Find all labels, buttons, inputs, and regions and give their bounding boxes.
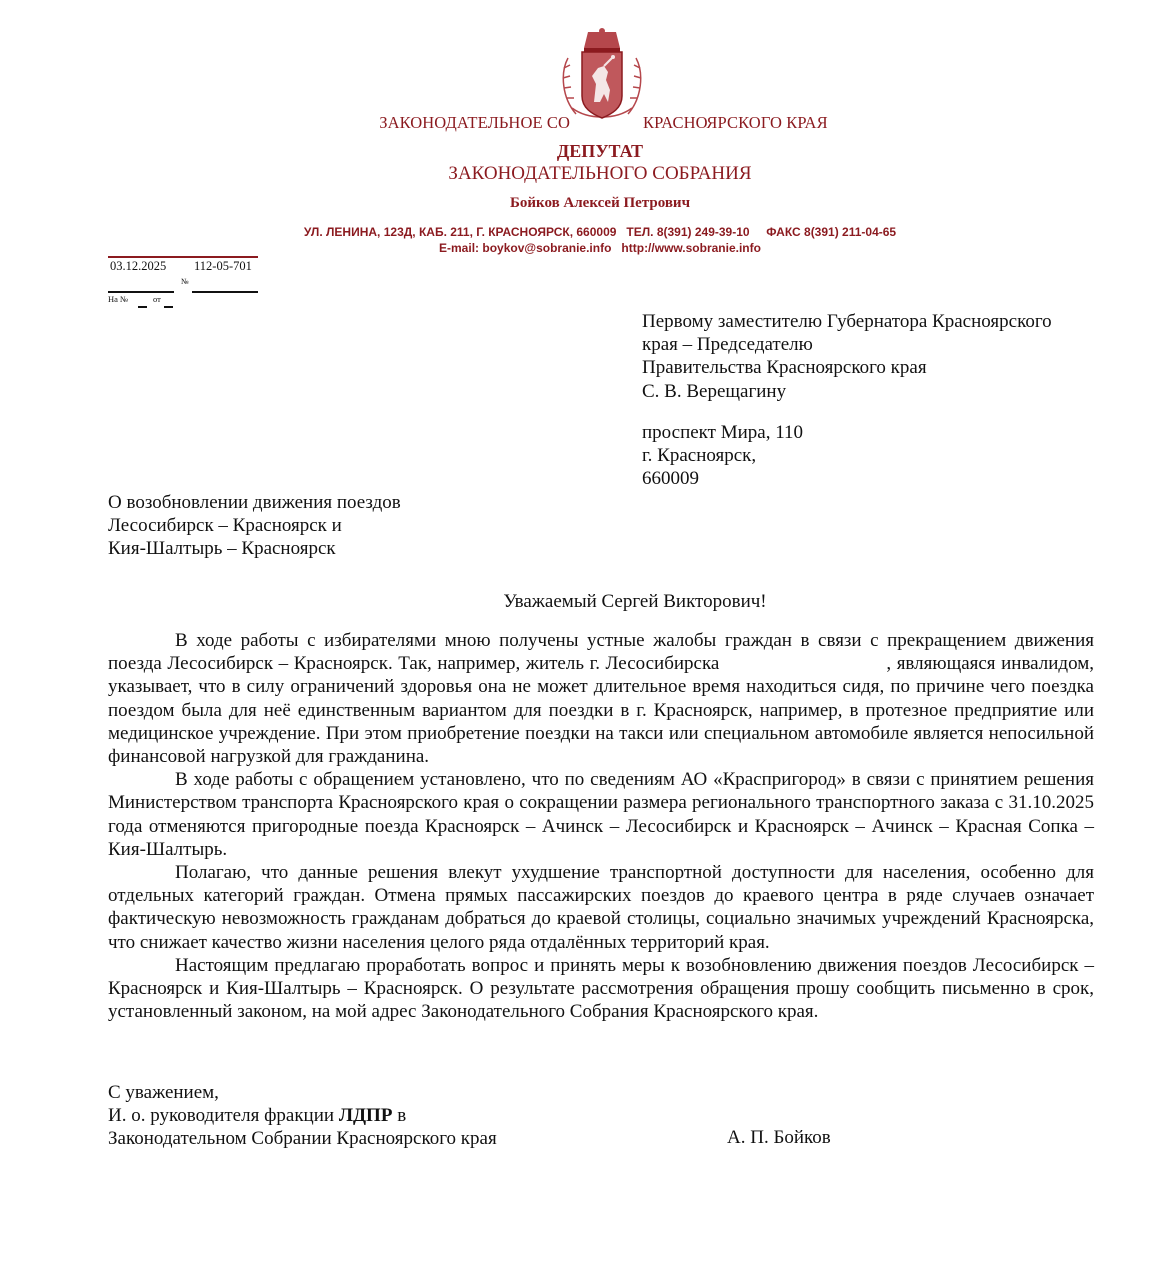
- body-paragraph: В ходе работы с избирателями мною получены устные жалобы граждан в связи с прекращением движения поезда Лесосибирск – Красноярск. Так, например, житель г. Лесосибирска , являющаяся инвалидом, указывает, что в силу ограничений здоровья она не может длительное время находиться сидя, по причине чего поездка поездом была для неё единственным вариантом для поездки в г. Красноярск, например, в протезное предприятие или медицинское учреждение. При этом приобретение поездки на такси или специальном автомобиле является непосильной финансовой нагрузкой для гражданина.: [108, 630, 1099, 768]
- body-paragraph: В ходе работы с обращением установлено, что по сведениям АО «Краспригород» в связи с принятием решения Министерством транспорта Красноярского края о сокращении размера регионального транспортного заказа с 31.10.2025 года отменяются пригородные поезда Красноярск – Ачинск – Лесосибирск и Красноярск – Ачинск – Красная Сопка – Кия-Шалтырь.: [108, 769, 1094, 860]
- greeting: Уважаемый Сергей Викторович!: [503, 591, 767, 612]
- address-line: УЛ. ЛЕНИНА, 123Д, КАБ. 211, Г. КРАСНОЯРСК, 660009 ТЕЛ. 8(391) 249-39-10 ФАКС 8(391) 211-04-65: [303, 225, 897, 239]
- address-postcode: 660009: [642, 468, 699, 490]
- registration-divider: [108, 256, 258, 258]
- number-underline: [192, 291, 258, 293]
- reference-date-blank: [164, 306, 173, 308]
- subject-line: Кия-Шалтырь – Красноярск: [108, 538, 336, 560]
- body-paragraph: Полагаю, что данные решения влекут ухудшение транспортной доступности для населения, особенно для отдельных категорий граждан. Отмена прямых пассажирских поездов до краевого центра в ряде случаев означает фактическую невозможность гражданам добраться до краевой столицы, социально значимых учреждений Красноярска, что снижает качество жизни населения целого ряда отдалённых территорий края.: [108, 862, 1094, 953]
- outgoing-date: 03.12.2025: [110, 259, 167, 273]
- assembly-title: ЗАКОНОДАТЕЛЬНОГО СОБРАНИЯ: [448, 163, 752, 184]
- reference-number-label: На №: [108, 294, 129, 304]
- organization-name-right: КРАСНОЯРСКОГО КРАЯ: [643, 113, 828, 132]
- address-city: г. Красноярск,: [642, 445, 757, 467]
- party-name: ЛДПР: [338, 1105, 393, 1127]
- addressee-line: Первому заместителю Губернатора Красноярского: [642, 311, 1052, 332]
- address-street: проспект Мира, 110: [642, 422, 803, 443]
- letter-subject: [108, 491, 401, 561]
- signer-position: [108, 1104, 497, 1127]
- addressee-block: [642, 310, 1052, 403]
- closing-salutation: С уважением,: [108, 1082, 219, 1103]
- organization-name-left: ЗАКОНОДАТЕЛЬНОЕ СО: [379, 113, 570, 132]
- letter-body: [108, 629, 1099, 1023]
- reference-date-label: от: [153, 294, 161, 304]
- contact-info: [0, 224, 1150, 256]
- signer-organization: Законодательном Собрании Красноярского края: [108, 1128, 497, 1150]
- deputy-name: Бойков Алексей Петрович: [509, 195, 691, 211]
- subject-line: Лесосибирск – Красноярск и: [108, 515, 342, 537]
- body-paragraph: Настоящим предлагаю проработать вопрос и принять меры к возобновлению движения поездов Лесосибирск – Красноярск и Кия-Шалтырь – Красноярск. О результате рассмотрения обращения прошу сообщить письменно в срок, установленный законом, на мой адрес Законодательного Собрания Красноярского края.: [108, 954, 1094, 1023]
- closing-block: [108, 1081, 497, 1151]
- number-sign: №: [181, 277, 189, 286]
- addressee-line: С. В. Верещагину: [642, 380, 787, 402]
- subject-line: О возобновлении движения поездов: [108, 492, 401, 513]
- addressee-line: края – Председателю: [642, 334, 813, 356]
- addressee-line: Правительства Красноярского края: [642, 357, 927, 379]
- deputy-title: ДЕПУТАТ: [556, 141, 644, 161]
- coat-of-arms-icon: [558, 28, 646, 126]
- date-underline: [108, 291, 174, 293]
- outgoing-number: 112-05-701: [194, 259, 252, 273]
- signer-position-text: И. о. руководителя фракции: [108, 1105, 339, 1127]
- reference-number-blank: [138, 306, 147, 308]
- email-line: E-mail: boykov@sobranie.info http://www.sobranie.info: [439, 241, 761, 255]
- signer-name: А. П. Бойков: [727, 1127, 831, 1148]
- signer-position-suffix: в: [392, 1105, 407, 1127]
- addressee-address: [642, 421, 803, 491]
